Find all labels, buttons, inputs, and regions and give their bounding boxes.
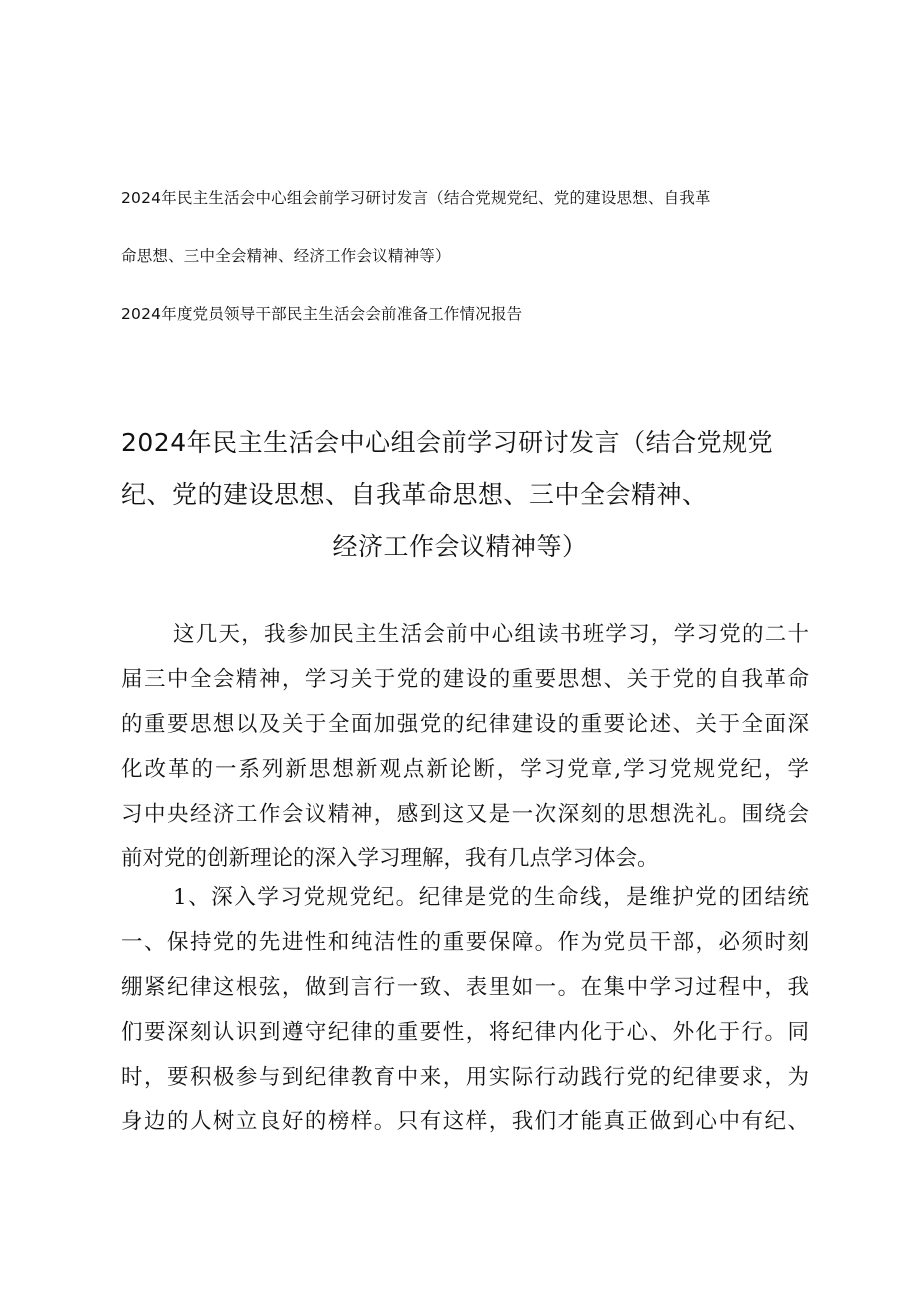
toc-entry-2: 2024年度党员领导干部民主生活会会前准备工作情况报告	[121, 305, 523, 323]
paragraph-2-line-3: 绷紧纪律这根弦，做到言行一致、表里如一。在集中学习过程中，我	[121, 975, 809, 1000]
paragraph-2-line-1: 1、深入学习党规党纪。纪律是党的生命线，是维护党的团结统	[173, 885, 809, 910]
article-title-line-3: 经济工作会议精神等）	[332, 532, 588, 561]
article-title-line-2: 纪、党的建设思想、自我革命思想、三中全会精神、	[121, 480, 708, 509]
toc-entry-1-line-2: 命思想、三中全会精神、经济工作会议精神等）	[121, 247, 451, 265]
paragraph-2-line-5: 时，要积极参与到纪律教育中来，用实际行动践行党的纪律要求，为	[121, 1065, 809, 1090]
paragraph-1-line-4: 化改革的一系列新思想新观点新论断，学习党章,学习党规党纪，学	[121, 757, 809, 782]
paragraph-1-line-2: 届三中全会精神，学习关于党的建设的重要思想、关于党的自我革命	[121, 667, 809, 692]
paragraph-2-line-6: 身边的人树立良好的榜样。只有这样，我们才能真正做到心中有纪、	[121, 1109, 809, 1134]
paragraph-1-line-6: 前对党的创新理论的深入学习理解，我有几点学习体会。	[121, 846, 659, 871]
toc-entry-1-line-1: 2024年民主生活会中心组会前学习研讨发言（结合党规党纪、党的建设思想、自我革	[121, 189, 711, 207]
paragraph-1-line-3: 的重要思想以及关于全面加强党的纪律建设的重要论述、关于全面深	[121, 712, 809, 737]
paragraph-1-line-5: 习中央经济工作会议精神，感到这又是一次深刻的思想洗礼。围绕会	[121, 802, 809, 827]
article-title-line-1: 2024年民主生活会中心组会前学习研讨发言（结合党规党	[121, 428, 774, 457]
paragraph-2-line-4: 们要深刻认识到遵守纪律的重要性，将纪律内化于心、外化于行。同	[121, 1020, 809, 1045]
paragraph-2-line-2: 一、保持党的先进性和纯洁性的重要保障。作为党员干部，必须时刻	[121, 930, 809, 955]
paragraph-1-line-1: 这几天，我参加民主生活会前中心组读书班学习，学习党的二十	[173, 622, 809, 647]
